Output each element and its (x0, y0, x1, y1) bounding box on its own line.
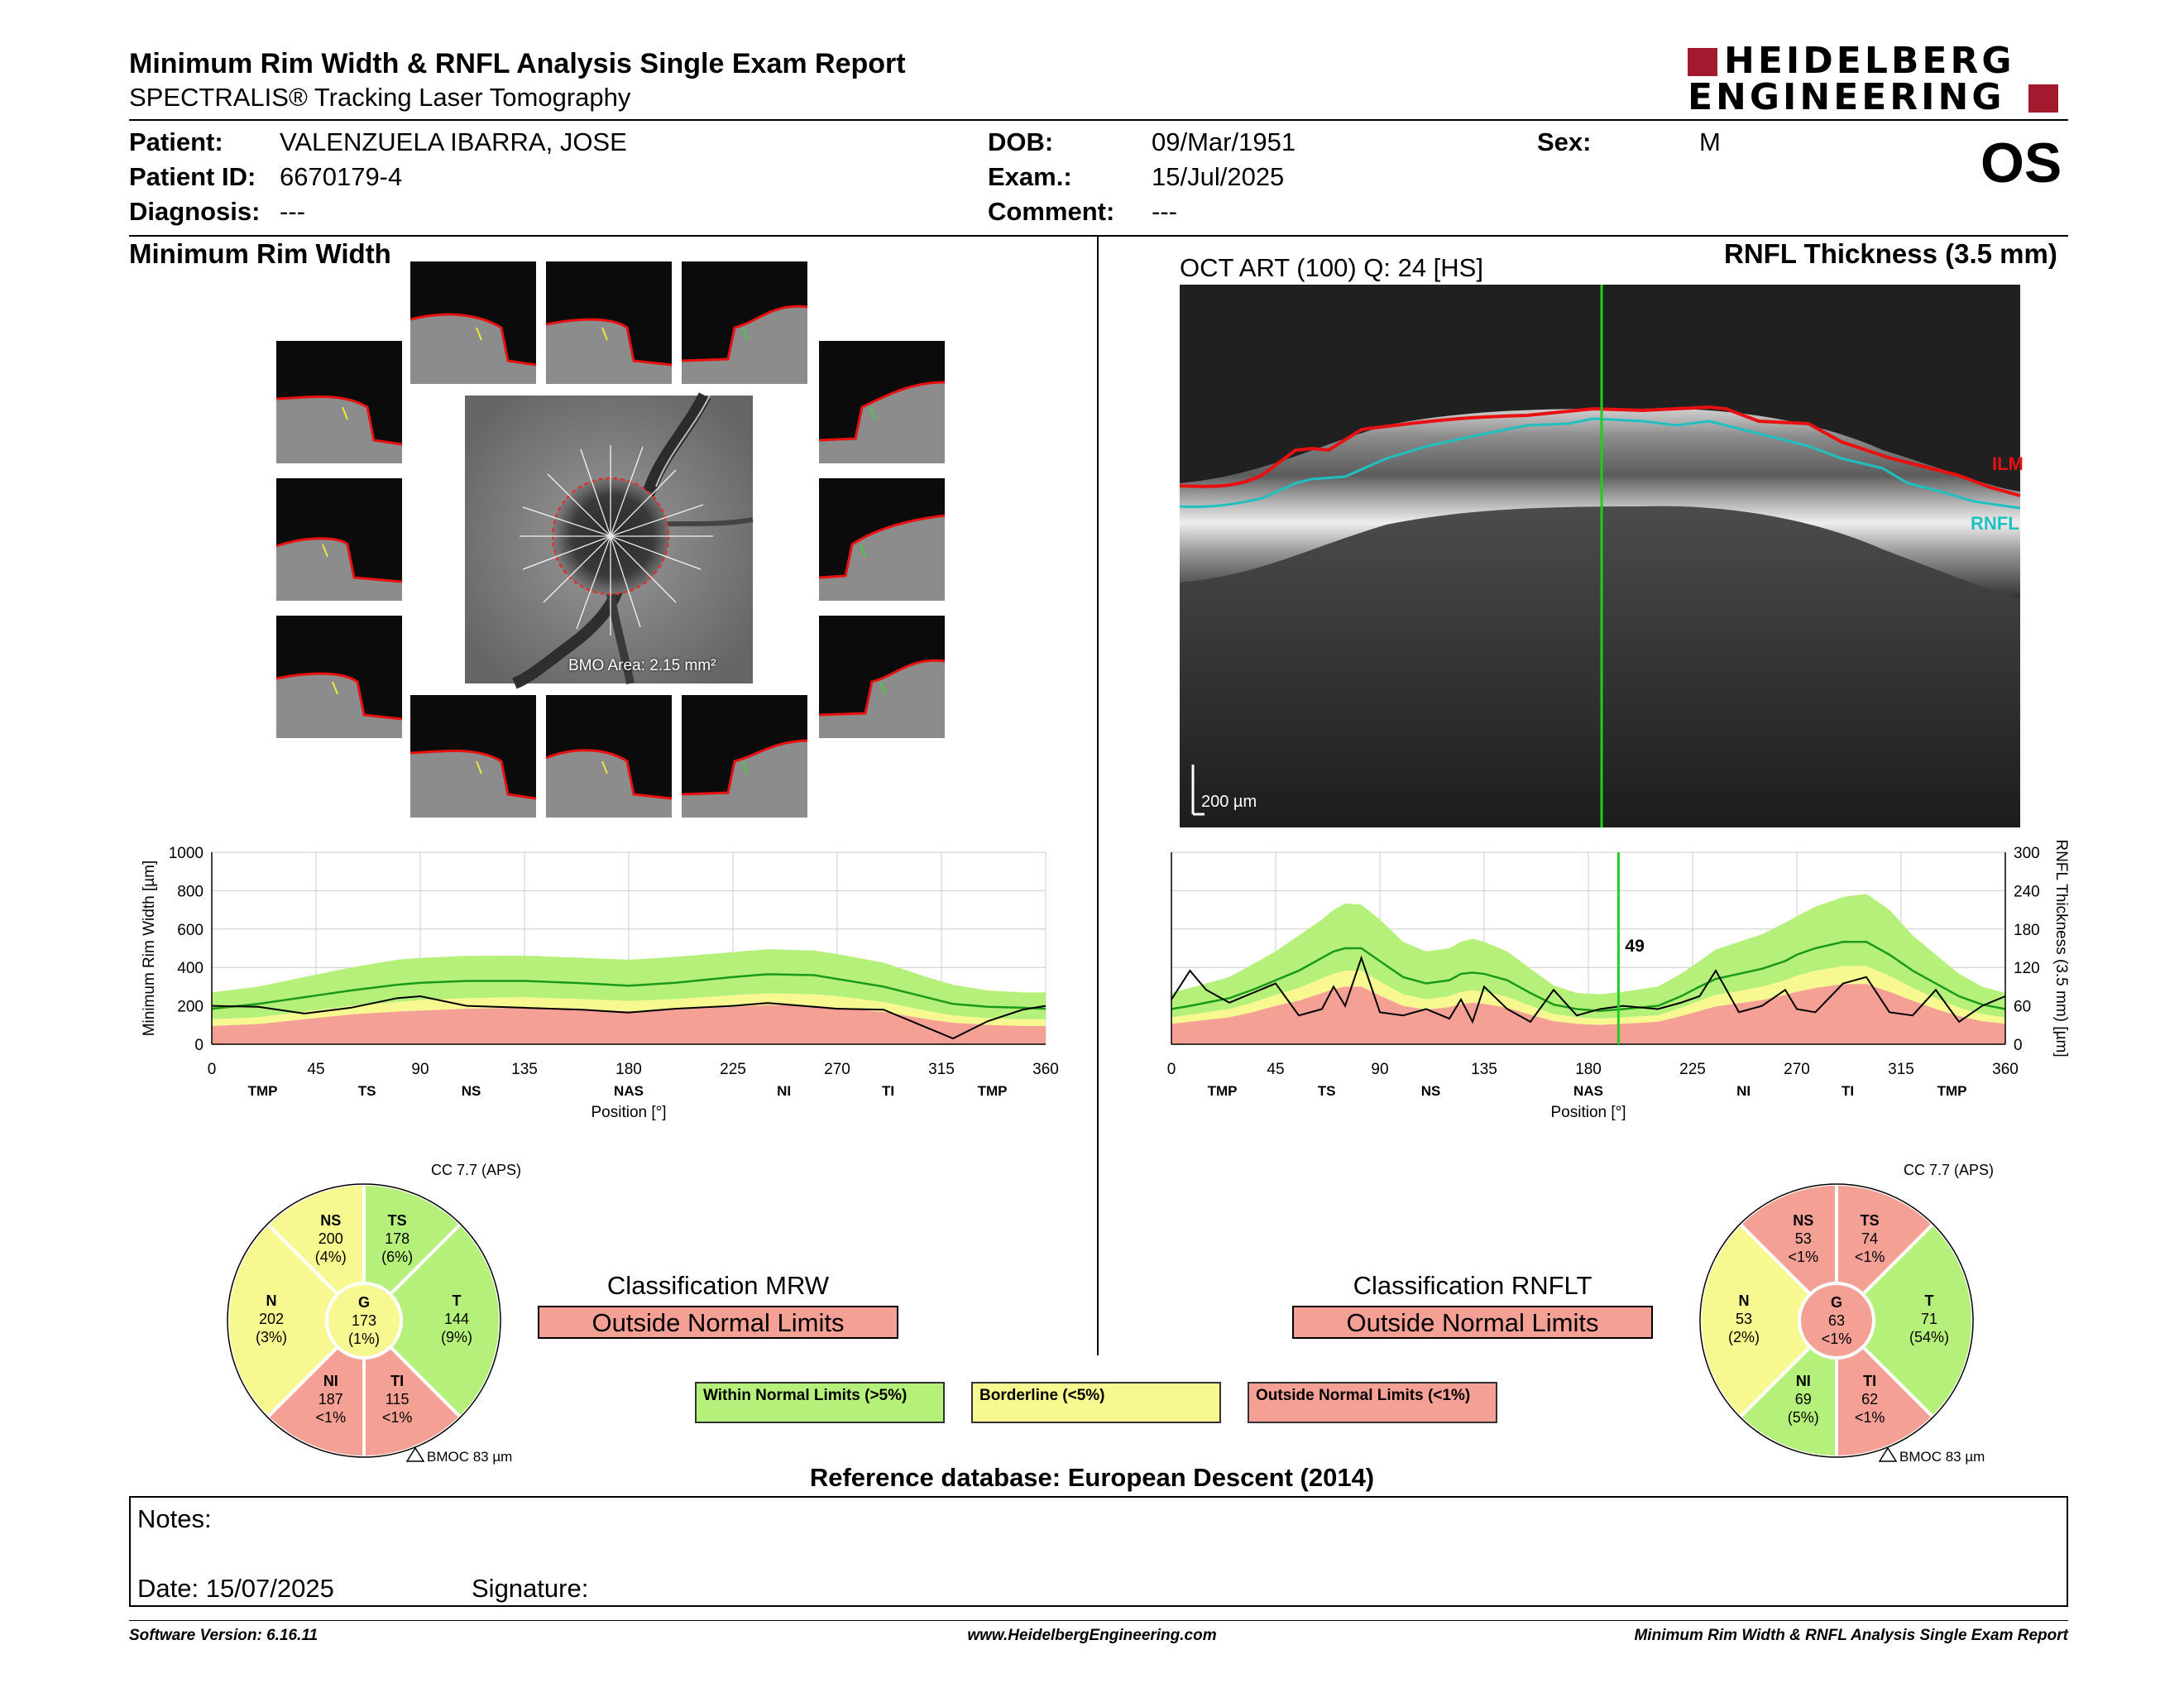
bmo-thumbnail (819, 478, 945, 601)
y-tick-label: 60 (2014, 998, 2032, 1016)
report-subtitle: SPECTRALIS® Tracking Laser Tomography (129, 83, 631, 112)
reference-database: Reference database: European Descent (2014) (809, 1463, 1375, 1492)
mrw-classification-title: Classification MRW (606, 1271, 830, 1300)
rnfl-layer-label: RNFL (1971, 513, 2019, 534)
sector-code: TS (387, 1211, 407, 1229)
sector-label: TI (1842, 1083, 1855, 1099)
x-tick-label: 225 (720, 1061, 746, 1078)
sector-value: 202 (258, 1311, 285, 1327)
sex-label: Sex: (1537, 127, 1592, 156)
sector-code: TS (1860, 1211, 1880, 1229)
sector-value: 69 (1794, 1391, 1812, 1408)
sector-code: T (452, 1292, 462, 1309)
logo-square-bottom (2028, 84, 2058, 113)
thumb-tissue (276, 674, 402, 738)
sector-code: NI (323, 1373, 338, 1390)
x-tick-label: 90 (1371, 1061, 1389, 1078)
y-tick-label: 120 (2014, 960, 2040, 978)
logo-line1: HEIDELBERG (1724, 40, 2015, 82)
bmo-thumbnail-svg (546, 261, 672, 384)
bmo-thumbnail-svg (410, 261, 536, 384)
patient-id: 6670179-4 (280, 162, 403, 191)
y-axis-label: Minimum Rim Width [µm] (141, 860, 158, 1037)
comment-value: --- (1152, 197, 1177, 226)
footer-divider (129, 1620, 2068, 1621)
cc-label: CC 7.7 (APS) (430, 1162, 521, 1178)
global-value: 63 (1827, 1312, 1846, 1329)
logo-line2: ENGINEERING (1688, 76, 2005, 118)
sector-code: N (1738, 1292, 1750, 1309)
y-tick-label: 800 (177, 883, 204, 901)
sector-label: NAS (614, 1083, 644, 1099)
bmo-thumbnail (410, 695, 536, 818)
notes-label: Notes: (137, 1504, 212, 1533)
diagnosis-label: Diagnosis: (129, 197, 261, 226)
thumb-tissue (819, 382, 945, 463)
footer-report-name: Minimum Rim Width & RNFL Analysis Single Exam Report (1634, 1627, 2068, 1644)
sector-percentile: (4%) (314, 1248, 347, 1265)
scale-bar-label: 200 µm (1201, 793, 1257, 811)
sector-label: TS (1317, 1083, 1336, 1099)
bmo-thumbnail (410, 261, 536, 384)
x-tick-label: 360 (1032, 1061, 1059, 1078)
bmo-thumbnail-svg (819, 478, 945, 601)
thumb-tissue (819, 516, 945, 601)
bmo-thumbnail (276, 341, 402, 463)
bmo-thumbnail (276, 478, 402, 601)
legend-borderline: Borderline (<5%) (971, 1382, 1221, 1423)
sex-value: M (1699, 127, 1721, 156)
x-tick-label: 270 (824, 1061, 850, 1078)
thumb-tissue (682, 741, 807, 818)
x-tick-label: 180 (615, 1061, 642, 1078)
x-tick-label: 0 (1166, 1061, 1176, 1078)
bmo-thumbnail-svg (276, 478, 402, 601)
bmo-thumbnail (546, 695, 672, 818)
legend-outside-normal: Outside Normal Limits (<1%) (1248, 1382, 1497, 1423)
sector-label: NS (1420, 1083, 1441, 1099)
sector-value: 62 (1861, 1391, 1879, 1408)
mrw-chart (124, 844, 1059, 1142)
fundus-svg (465, 396, 753, 683)
y-tick-label: 300 (2014, 845, 2040, 862)
sector-percentile: <1% (1788, 1248, 1819, 1265)
bmo-thumbnail-svg (819, 616, 945, 738)
x-tick-label: 270 (1784, 1061, 1810, 1078)
cc-label: CC 7.7 (APS) (1903, 1162, 1994, 1178)
notes-box (129, 1496, 2068, 1607)
global-code: G (1830, 1294, 1843, 1311)
thumb-tissue (546, 319, 672, 384)
sector-label: NI (1736, 1083, 1751, 1099)
x-axis-label: Position [°] (591, 1104, 667, 1121)
thumb-tissue (410, 750, 536, 818)
sector-percentile: (9%) (440, 1329, 473, 1345)
sector-value: 71 (1920, 1311, 1938, 1327)
global-percentile: <1% (1821, 1331, 1852, 1347)
y-tick-label: 180 (2014, 921, 2040, 939)
sector-code: NS (1793, 1211, 1814, 1229)
oct-bscan-image (1180, 285, 2024, 827)
thumb-tissue (276, 539, 402, 601)
sector-code: N (266, 1292, 277, 1309)
sector-code: NI (1795, 1373, 1811, 1390)
x-tick-label: 45 (307, 1061, 325, 1078)
sector-percentile: (5%) (1787, 1409, 1819, 1427)
sector-label: NI (777, 1083, 792, 1099)
patient-label: Patient: (129, 127, 223, 156)
global-code: G (357, 1294, 371, 1311)
sector-percentile: <1% (1854, 1409, 1885, 1427)
sector-percentile: <1% (1854, 1248, 1885, 1265)
sector-percentile: <1% (381, 1409, 413, 1427)
sector-value: 115 (385, 1391, 410, 1408)
mrw-pie-svg (215, 1155, 529, 1470)
sector-percentile: (54%) (1909, 1329, 1950, 1345)
rnfl-sector-pie (1688, 1155, 2002, 1470)
sector-code: T (1924, 1292, 1934, 1309)
y-tick-label: 400 (177, 960, 204, 978)
sector-value: 187 (318, 1391, 343, 1408)
exam-value: 15/Jul/2025 (1152, 162, 1285, 191)
x-tick-label: 315 (928, 1061, 955, 1078)
sector-value: 53 (1794, 1230, 1812, 1247)
rnfl-pie-svg (1688, 1155, 2002, 1470)
notes-date: Date: 15/07/2025 (137, 1574, 334, 1603)
bmo-thumbnail-svg (682, 695, 807, 818)
x-tick-label: 45 (1267, 1061, 1285, 1078)
sector-percentile: (6%) (381, 1248, 414, 1265)
thumb-tissue (410, 314, 536, 384)
diagnosis-value: --- (280, 197, 305, 226)
bmo-thumbnail-svg (276, 341, 402, 463)
sector-value: 200 (318, 1230, 343, 1247)
thumb-tissue (819, 660, 945, 738)
eye-indicator: OS (1980, 132, 2062, 194)
thumb-tissue (546, 750, 672, 818)
comment-label: Comment: (988, 197, 1115, 226)
mrw-title: Minimum Rim Width (129, 238, 391, 269)
bmo-area-label: BMO Area: 2.15 mm² (568, 657, 716, 674)
patient-divider (129, 235, 2068, 237)
notes-signature: Signature: (472, 1574, 589, 1603)
y-tick-label: 1000 (168, 845, 204, 862)
mrw-classification-result: Outside Normal Limits (538, 1306, 898, 1339)
sector-label: TMP (977, 1083, 1008, 1099)
center-divider (1097, 237, 1099, 1355)
mrw-chart-svg (124, 844, 1059, 1142)
y-tick-label: 240 (2014, 883, 2040, 901)
bmo-thumbnail (819, 341, 945, 463)
x-tick-label: 135 (511, 1061, 538, 1078)
rnfl-title: RNFL Thickness (3.5 mm) (1724, 238, 2057, 269)
global-percentile: (1%) (347, 1331, 381, 1347)
bmo-thumbnail (819, 616, 945, 738)
sector-value: 178 (385, 1230, 410, 1247)
patient-id-label: Patient ID: (129, 162, 256, 191)
sector-label: TMP (1207, 1083, 1238, 1099)
sector-code: NS (320, 1211, 342, 1229)
sector-code: TI (390, 1373, 405, 1390)
sector-percentile: <1% (315, 1409, 347, 1427)
report-title: Minimum Rim Width & RNFL Analysis Single Exam Report (129, 48, 906, 79)
sector-label: TMP (1937, 1083, 1967, 1099)
footer-software-version: Software Version: 6.16.11 (129, 1627, 318, 1644)
y-tick-label: 200 (177, 998, 204, 1016)
x-tick-label: 0 (207, 1061, 217, 1078)
rnfl-chart-svg (1142, 839, 2076, 1142)
bmo-thumbnail-svg (276, 616, 402, 738)
x-tick-label: 180 (1575, 1061, 1602, 1078)
bmo-thumbnail (546, 261, 672, 384)
sector-label: NS (461, 1083, 481, 1099)
bmoc-label: BMOC 83 µm (1899, 1449, 1985, 1465)
bmo-thumbnail (682, 261, 807, 384)
rnfl-chart (1142, 839, 2076, 1142)
x-tick-label: 360 (1992, 1061, 2019, 1078)
rnflt-classification-title: Classification RNFLT (1353, 1271, 1592, 1300)
sector-percentile: (3%) (255, 1329, 288, 1345)
dob-value: 09/Mar/1951 (1152, 127, 1296, 156)
bmo-thumbnail (682, 695, 807, 818)
fundus-image (465, 396, 753, 683)
legend-within-normal: Within Normal Limits (>5%) (695, 1382, 945, 1423)
x-tick-label: 315 (1888, 1061, 1914, 1078)
bmo-thumbnail-svg (410, 695, 536, 818)
x-tick-label: 90 (411, 1061, 429, 1078)
oct-scan-info: OCT ART (100) Q: 24 [HS] (1180, 253, 1483, 282)
sector-percentile: (2%) (1727, 1329, 1760, 1345)
ilm-label: ILM (1992, 453, 2024, 474)
thumb-tissue (682, 306, 807, 384)
dob-label: DOB: (988, 127, 1054, 156)
sector-label: NAS (1573, 1083, 1603, 1099)
sector-label: TS (357, 1083, 376, 1099)
bmo-thumbnail-svg (682, 261, 807, 384)
sector-label: TMP (247, 1083, 278, 1099)
header-divider (129, 119, 2068, 121)
sector-label: TI (882, 1083, 895, 1099)
oct-bscan-svg (1180, 285, 2020, 827)
cursor-value: 49 (1625, 937, 1645, 956)
bmo-thumbnail-svg (819, 341, 945, 463)
x-axis-label: Position [°] (1550, 1104, 1626, 1121)
bmo-thumbnail (276, 616, 402, 738)
sector-value: 144 (443, 1311, 470, 1327)
sector-value: 53 (1735, 1311, 1753, 1327)
rnflt-classification-result: Outside Normal Limits (1292, 1306, 1653, 1339)
logo-square-top (1688, 48, 1717, 76)
x-tick-label: 135 (1471, 1061, 1497, 1078)
thumb-tissue (276, 396, 402, 463)
mrw-sector-pie (215, 1155, 529, 1470)
patient-name: VALENZUELA IBARRA, JOSE (280, 127, 627, 156)
y-tick-label: 0 (194, 1037, 204, 1054)
exam-label: Exam.: (988, 162, 1072, 191)
sector-value: 74 (1861, 1230, 1879, 1247)
bmo-thumbnail-svg (546, 695, 672, 818)
sector-code: TI (1863, 1373, 1877, 1390)
bmoc-label: BMOC 83 µm (427, 1449, 513, 1465)
global-value: 173 (351, 1312, 377, 1329)
y-tick-label: 0 (2014, 1037, 2023, 1054)
x-tick-label: 225 (1679, 1061, 1706, 1078)
footer-website[interactable]: www.HeidelbergEngineering.com (967, 1627, 1217, 1644)
y-axis-label: RNFL Thickness (3.5 mm) [µm] (2052, 839, 2070, 1057)
y-tick-label: 600 (177, 921, 204, 939)
